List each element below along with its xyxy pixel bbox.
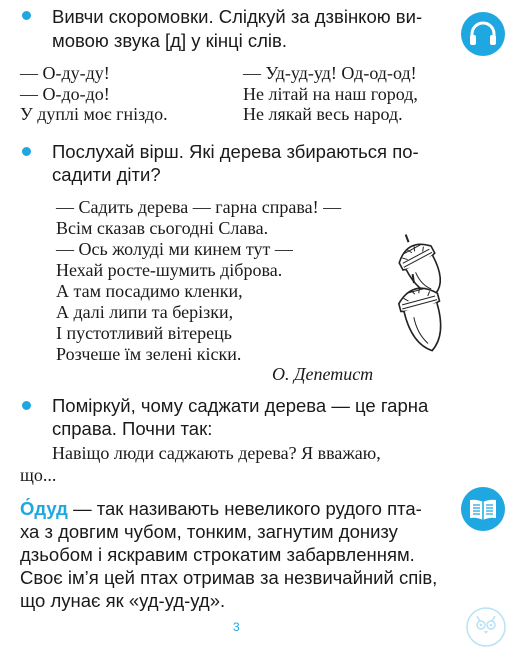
- instruction-3-line1: Поміркуй, чому саджати дерева — це гарна: [52, 395, 429, 416]
- info-line2: ха з довгим чубом, тонким, загнутим донизу: [20, 521, 398, 542]
- poem-line: Розчеше їм зелені кіски.: [56, 344, 242, 364]
- info-line1: [20, 497, 422, 520]
- page-number: 3: [233, 620, 240, 634]
- poem-line: Нехай росте-шумить діброва.: [56, 260, 283, 280]
- poem-author: О. Депетист: [272, 364, 374, 384]
- info-term: О́дуд: [20, 498, 68, 519]
- open-book-icon: [468, 497, 498, 521]
- poem-line: — Ось жолуді ми кинем тут —: [56, 239, 293, 259]
- tongue-twister-left-1: — О-ду-ду!: [20, 63, 110, 83]
- tongue-twister-right-3: Не лякай весь народ.: [243, 104, 403, 124]
- instruction-2-line2: садити діти?: [52, 164, 161, 185]
- poem-line: І пустотливий вітерець: [56, 323, 232, 343]
- bullet-2: [22, 147, 31, 156]
- info-line1-text: — так називають невеликого рудого пта-: [67, 498, 422, 519]
- tongue-twister-right-1: — Уд-уд-уд! Од-од-од!: [243, 63, 417, 83]
- tongue-twister-left-2: — О-до-до!: [20, 84, 110, 104]
- info-line5: що лунає як «уд-уд-уд».: [20, 590, 226, 611]
- acorns-illustration: [382, 218, 456, 358]
- audio-button[interactable]: [461, 12, 505, 56]
- tongue-twister-right-2: Не літай на наш город,: [243, 84, 418, 104]
- headphones-icon: [468, 20, 498, 48]
- owl-icon: [465, 606, 507, 648]
- instruction-1-line2: мовою звука [д] у кінці слів.: [52, 30, 288, 51]
- poem-line: Всім сказав сьогодні Слава.: [56, 218, 269, 238]
- instruction-3-line2: справа. Почни так:: [52, 418, 213, 439]
- dictionary-button[interactable]: [461, 487, 505, 531]
- instruction-1-line1: Вивчи скоромовки. Слідкуй за дзвінкою ви-: [52, 6, 423, 27]
- bullet-1: [22, 11, 31, 20]
- prompt-line2: що...: [20, 465, 57, 485]
- poem-line: А там посадимо кленки,: [56, 281, 243, 301]
- tongue-twister-left-3: У дуплі моє гніздо.: [20, 104, 168, 124]
- bullet-3: [22, 401, 31, 410]
- instruction-2-line1: Послухай вірш. Які дерева збираються по-: [52, 141, 419, 162]
- info-line4: Своє ім’я цей птах отримав за незвичайний спів,: [20, 567, 438, 588]
- poem-line: — Садить дерева — гарна справа! —: [56, 197, 342, 217]
- prompt-line1: Навіщо люди саджають дерева? Я вважаю,: [52, 443, 381, 463]
- info-line3: дзьобом і яскравим строкатим забарвленням.: [20, 544, 415, 565]
- poem-line: А далі липи та берізки,: [56, 302, 234, 322]
